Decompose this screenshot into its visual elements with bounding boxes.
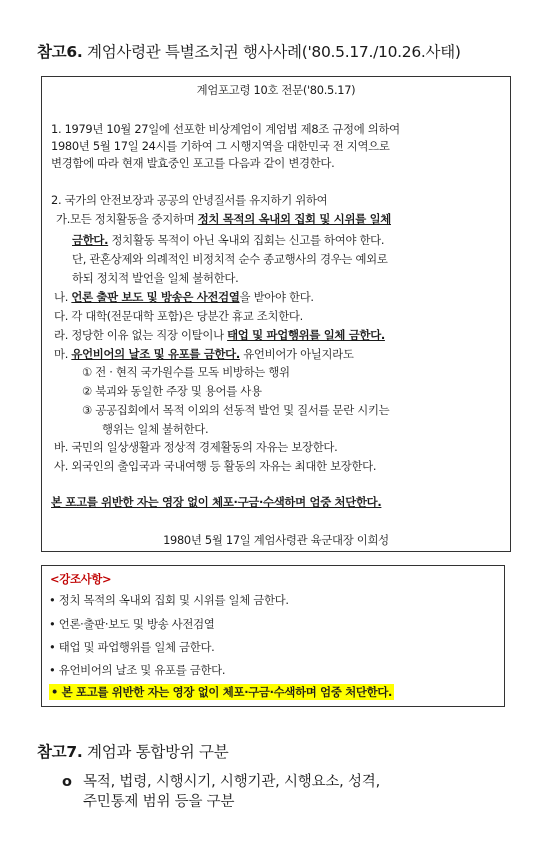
- reference-7-label: 참고7.: [37, 743, 83, 761]
- emphasis-item-5: [49, 684, 394, 700]
- reference-7-line2: 주민통제 범위 등을 구분: [83, 794, 235, 810]
- decree-p2-intro: 2. 국가의 안전보장과 공공의 안녕질서를 유지하기 위하여: [51, 193, 328, 207]
- decree-p1-line1: 1. 1979년 10월 27일에 선포한 비상계엄이 계엄법 제8조 규정에 의하여: [51, 122, 400, 136]
- decree-item-na: [42, 289, 510, 306]
- decree-ma-subitem-3-cont: 행위는 일체 불허한다.: [102, 422, 209, 436]
- decree-item-da: 다. 각 대학(전문대학 포함)은 당분간 휴교 조치한다.: [54, 309, 303, 323]
- emphasis-item-2: • 언론·출판·보도 및 방송 사전검열: [49, 617, 215, 631]
- na-rest: 을 받아야 한다.: [239, 290, 314, 304]
- reference-7-bullet: [62, 772, 380, 812]
- ra-prefix: 라. 정당한 이유 없는 직장 이탈이나: [54, 328, 228, 342]
- reference-6-heading: [37, 40, 461, 62]
- emphasis-highlight-text: 본 포고를 위반한 자는 영장 없이 체포·구금·수색하며 엄중 처단한다.: [61, 685, 393, 699]
- circle-bullet-icon: o: [62, 774, 72, 790]
- na-bold: 언론 출판 보도 및 방송은 사전검열: [71, 290, 240, 304]
- ga-rest2: 정치활동 목적이 아닌 옥내외 집회는 신고를 하여야 한다.: [108, 233, 385, 247]
- decree-ma-subitem-3: ③ 공공집회에서 목적 이외의 선동적 발언 및 질서를 문란 시키는: [82, 403, 390, 417]
- decree-ma-subitem-1: ① 전 · 현직 국가원수를 모독 비방하는 행위: [82, 365, 290, 379]
- martial-law-decree-box: [41, 76, 511, 552]
- reference-7-line1: 목적, 법령, 시행시기, 시행기관, 시행요소, 성격,: [83, 774, 381, 790]
- decree-item-ga-line2: [42, 232, 510, 249]
- decree-item-sa: 사. 외국인의 출입국과 국내여행 등 활동의 자유는 최대한 보장한다.: [54, 459, 377, 473]
- emphasis-box: [41, 565, 505, 707]
- emphasis-title: <강조사항>: [50, 572, 112, 586]
- decree-ma-subitem-2: ② 북괴와 동일한 주장 및 용어를 사용: [82, 384, 262, 398]
- emphasis-highlight: [49, 684, 394, 700]
- ma-prefix: 마.: [54, 347, 72, 361]
- reference-6-title: 계엄사령관 특별조치권 행사사례('80.5.17./10.26.사태): [82, 43, 461, 61]
- ma-bold: 유언비어의 날조 및 유포를 금한다.: [71, 347, 240, 361]
- reference-7-title: 계엄과 통합방위 구분: [82, 743, 229, 761]
- decree-p1-line3: 변경함에 따라 현재 발효중인 포고를 다음과 같이 변경한다.: [51, 156, 335, 170]
- decree-signature: 1980년 5월 17일 계엄사령관 육군대장 이희성: [163, 533, 389, 547]
- decree-warning: [42, 494, 510, 511]
- decree-title: 계엄포고령 10호 전문('80.5.17): [196, 83, 356, 97]
- decree-item-ga-line1: [42, 211, 510, 228]
- emphasis-item-1: • 정치 목적의 옥내외 집회 및 시위를 일체 금한다.: [49, 593, 289, 607]
- ga-bold2: 금한다.: [72, 233, 109, 247]
- decree-item-ga-line3: 단, 관혼상제와 의례적인 비정치적 순수 종교행사의 경우는 예외로: [72, 252, 388, 266]
- emphasis-item-4: • 유언비어의 날조 및 유포를 금한다.: [49, 663, 226, 677]
- emphasis-highlight-bullet: •: [51, 685, 62, 699]
- decree-warning-text: 본 포고를 위반한 자는 영장 없이 체포·구금·수색하며 엄중 처단한다.: [51, 495, 382, 509]
- ga-prefix: 가.모든 정치활동을 중지하며: [56, 212, 198, 226]
- ma-rest: 유언비어가 아닐지라도: [239, 347, 354, 361]
- ra-bold: 태업 및 파업행위를 일체 금한다.: [227, 328, 385, 342]
- decree-item-ga-line4: 하되 정치적 발언을 일체 불허한다.: [72, 271, 239, 285]
- reference-7-heading: [37, 740, 228, 762]
- reference-6-label: 참고6.: [37, 43, 83, 61]
- decree-item-ma: [42, 346, 510, 363]
- decree-item-ba: 바. 국민의 일상생활과 정상적 경제활동의 자유는 보장한다.: [54, 440, 338, 454]
- emphasis-item-3: • 태업 및 파업행위를 일체 금한다.: [49, 640, 215, 654]
- decree-item-ra: [42, 327, 510, 344]
- decree-p1-line2: 1980년 5월 17일 24시를 기하여 그 시행지역을 대한민국 전 지역으로: [51, 139, 390, 153]
- ga-bold1: 정치 목적의 옥내외 집회 및 시위를 일체: [197, 212, 391, 226]
- na-prefix: 나.: [54, 290, 72, 304]
